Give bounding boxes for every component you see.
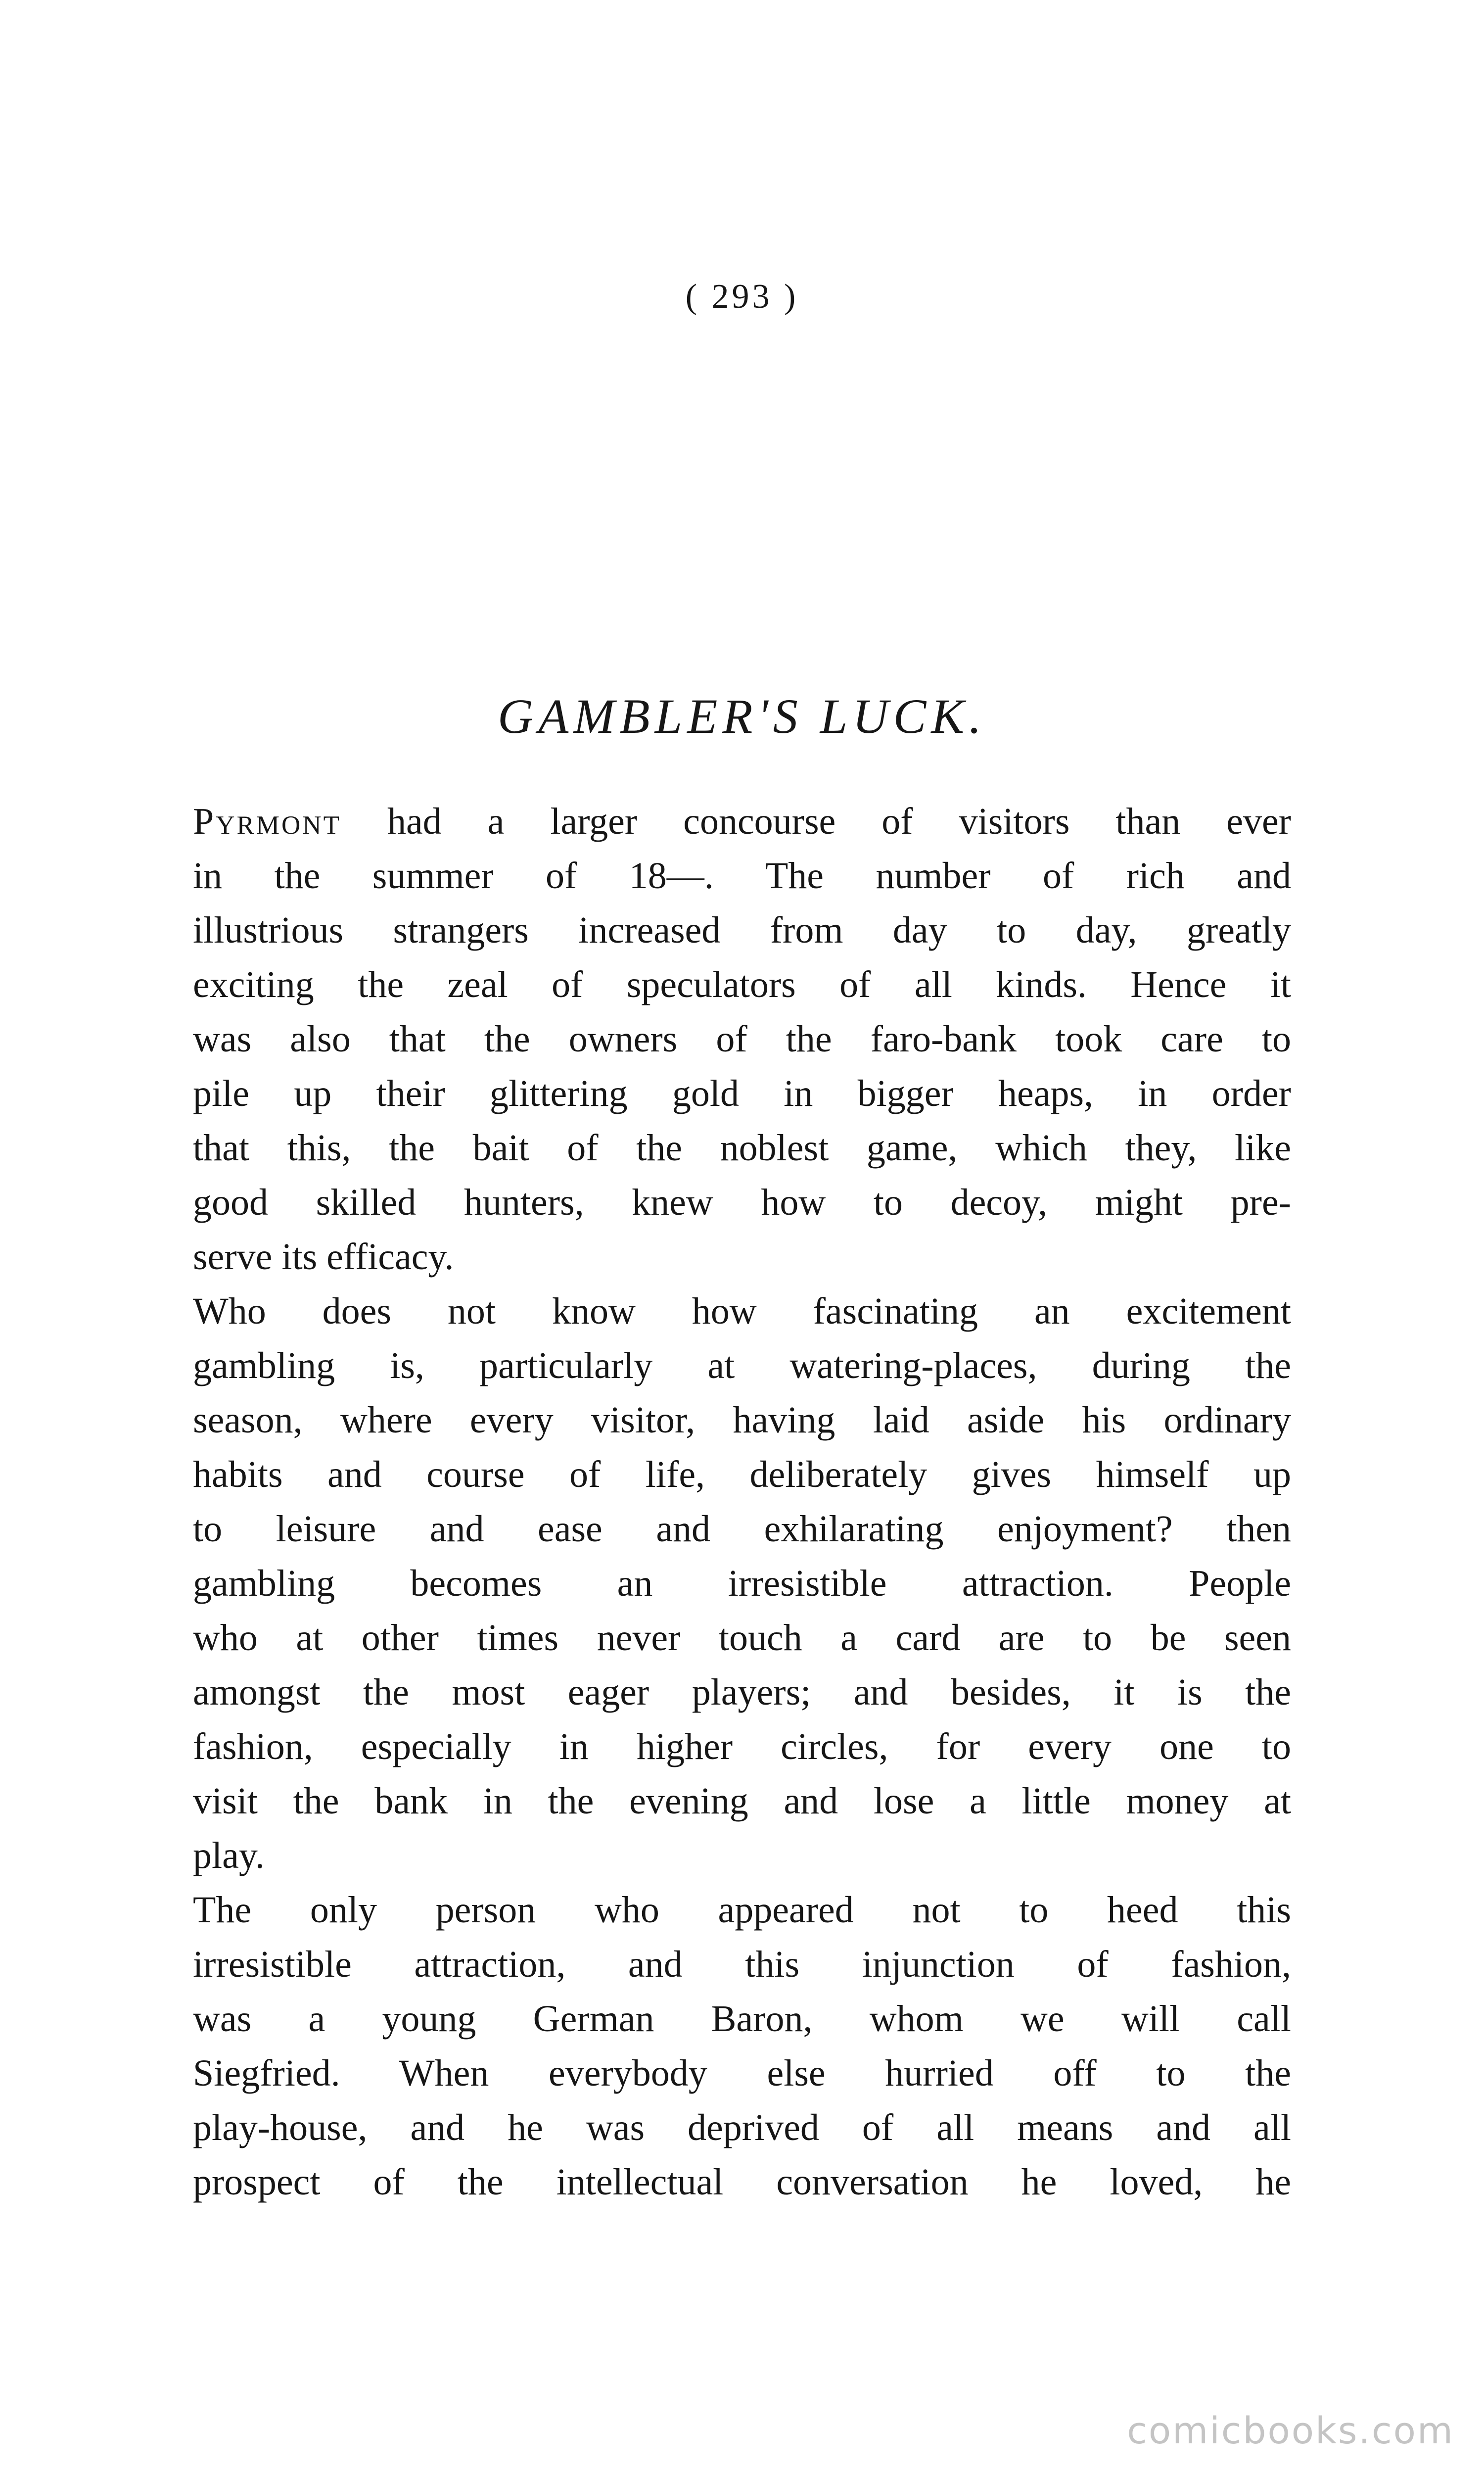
text-line: pile up their glittering gold in bigger heaps, in order xyxy=(193,1073,1291,1114)
text-line: good skilled hunters, knew how to decoy, might pre- xyxy=(193,1182,1291,1223)
text-line: fashion, especially in higher circles, for every one to xyxy=(193,1726,1291,1767)
text-line: The only person who appeared not to heed this xyxy=(193,1889,1291,1931)
chapter-title: GAMBLER'S LUCK. xyxy=(497,689,987,744)
text-line: Siegfried. When everybody else hurried off to the xyxy=(193,2052,1291,2094)
text-line: gambling becomes an irresistible attraction. People xyxy=(193,1563,1291,1604)
watermark: comicbooks.com xyxy=(1127,2410,1454,2452)
opening-word: Pyrmont xyxy=(193,801,341,842)
text-line: was a young German Baron, whom we will call xyxy=(193,1998,1291,2040)
text-line: serve its efficacy. xyxy=(193,1236,454,1278)
text-line: was also that the owners of the faro-bank took care to xyxy=(193,1018,1291,1060)
text-line: who at other times never touch a card are to be seen xyxy=(193,1617,1291,1659)
text-line: Pyrmont had a larger concourse of visitors than ever xyxy=(193,801,1291,842)
text-line: gambling is, particularly at watering-places, during the xyxy=(193,1345,1291,1386)
text-line: to leisure and ease and exhilarating enjoyment? then xyxy=(193,1508,1291,1550)
text-line: Who does not know how fascinating an excitement xyxy=(193,1290,1291,1332)
text-line: play. xyxy=(193,1835,265,1876)
page-number: ( 293 ) xyxy=(685,278,799,316)
text-line: that this, the bait of the noblest game, which they, like xyxy=(193,1127,1291,1169)
body-text xyxy=(193,794,1291,2209)
text-line: season, where every visitor, having laid aside his ordinary xyxy=(193,1399,1291,1441)
text-line: in the summer of 18—. The number of rich and xyxy=(193,855,1291,897)
text-line: exciting the zeal of speculators of all kinds. Hence it xyxy=(193,964,1291,1005)
text-line: illustrious strangers increased from day to day, greatly xyxy=(193,909,1291,951)
text-line: habits and course of life, deliberately gives himself up xyxy=(193,1454,1291,1495)
text-line: visit the bank in the evening and lose a little money at xyxy=(193,1780,1291,1822)
text-line: amongst the most eager players; and besides, it is the xyxy=(193,1671,1291,1713)
text-line: play-house, and he was deprived of all means and all xyxy=(193,2107,1291,2148)
text-line: prospect of the intellectual conversation he loved, he xyxy=(193,2161,1291,2203)
text-line: irresistible attraction, and this injunction of fashion, xyxy=(193,1944,1291,1985)
